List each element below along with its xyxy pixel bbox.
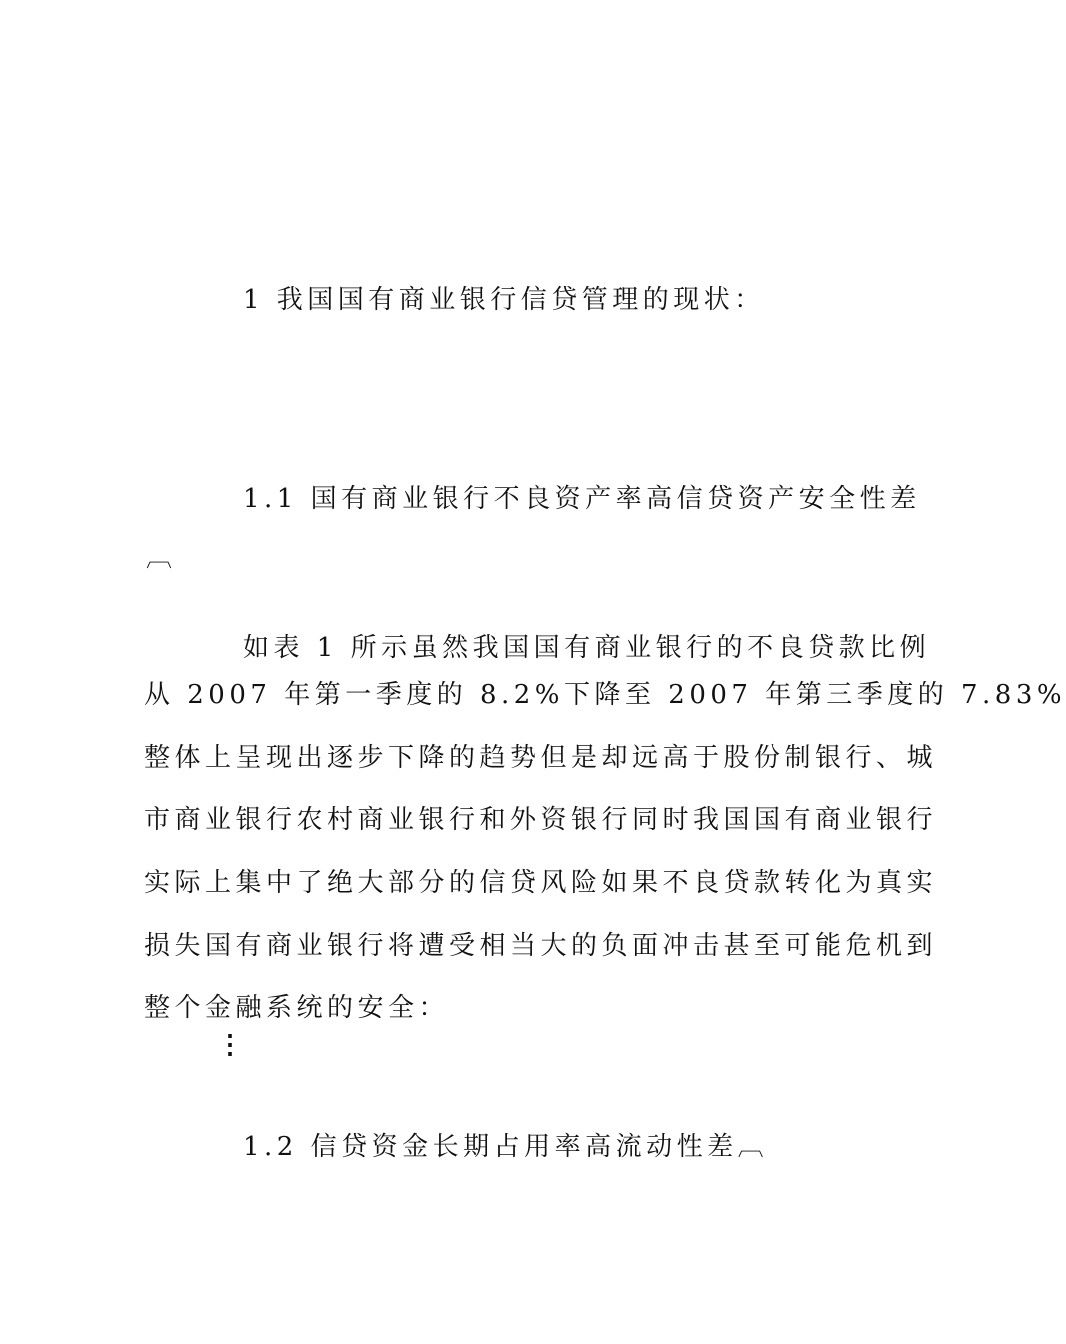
paragraph-body: [144, 680, 1066, 1056]
subsection-1-heading-tail: ︹: [146, 543, 177, 573]
paragraph-line-5: 实际上集中了绝大部分的信贷风险如果不良贷款转化为真实: [144, 868, 938, 899]
paragraph-line-7: 整个金融系统的安全：: [144, 993, 450, 1024]
vertical-ellipsis: ⋮: [217, 1030, 248, 1060]
paragraph-line-6: 损失国有商业银行将遭受相当大的负面冲击甚至可能危机到: [144, 930, 938, 961]
paragraph-line-2: 从 2007 年第一季度的 8.2%下降至 2007 年第三季度的 7.83%: [144, 680, 1066, 710]
paragraph-line-3: 整体上呈现出逐步下降的趋势但是却远高于股份制银行、城: [144, 742, 938, 773]
subsection-2-heading: 1.2 信贷资金长期占用率高流动性差︹: [243, 1132, 769, 1162]
paragraph-line-1: 如表 1 所示虽然我国国有商业银行的不良贷款比例: [243, 633, 931, 663]
section-heading: 1 我国国有商业银行信贷管理的现状：: [243, 285, 765, 315]
paragraph-line-4: 市商业银行农村商业银行和外资银行同时我国国有商业银行: [144, 805, 938, 836]
subsection-1-heading: 1.1 国有商业银行不良资产率高信贷资产安全性差: [243, 484, 921, 514]
